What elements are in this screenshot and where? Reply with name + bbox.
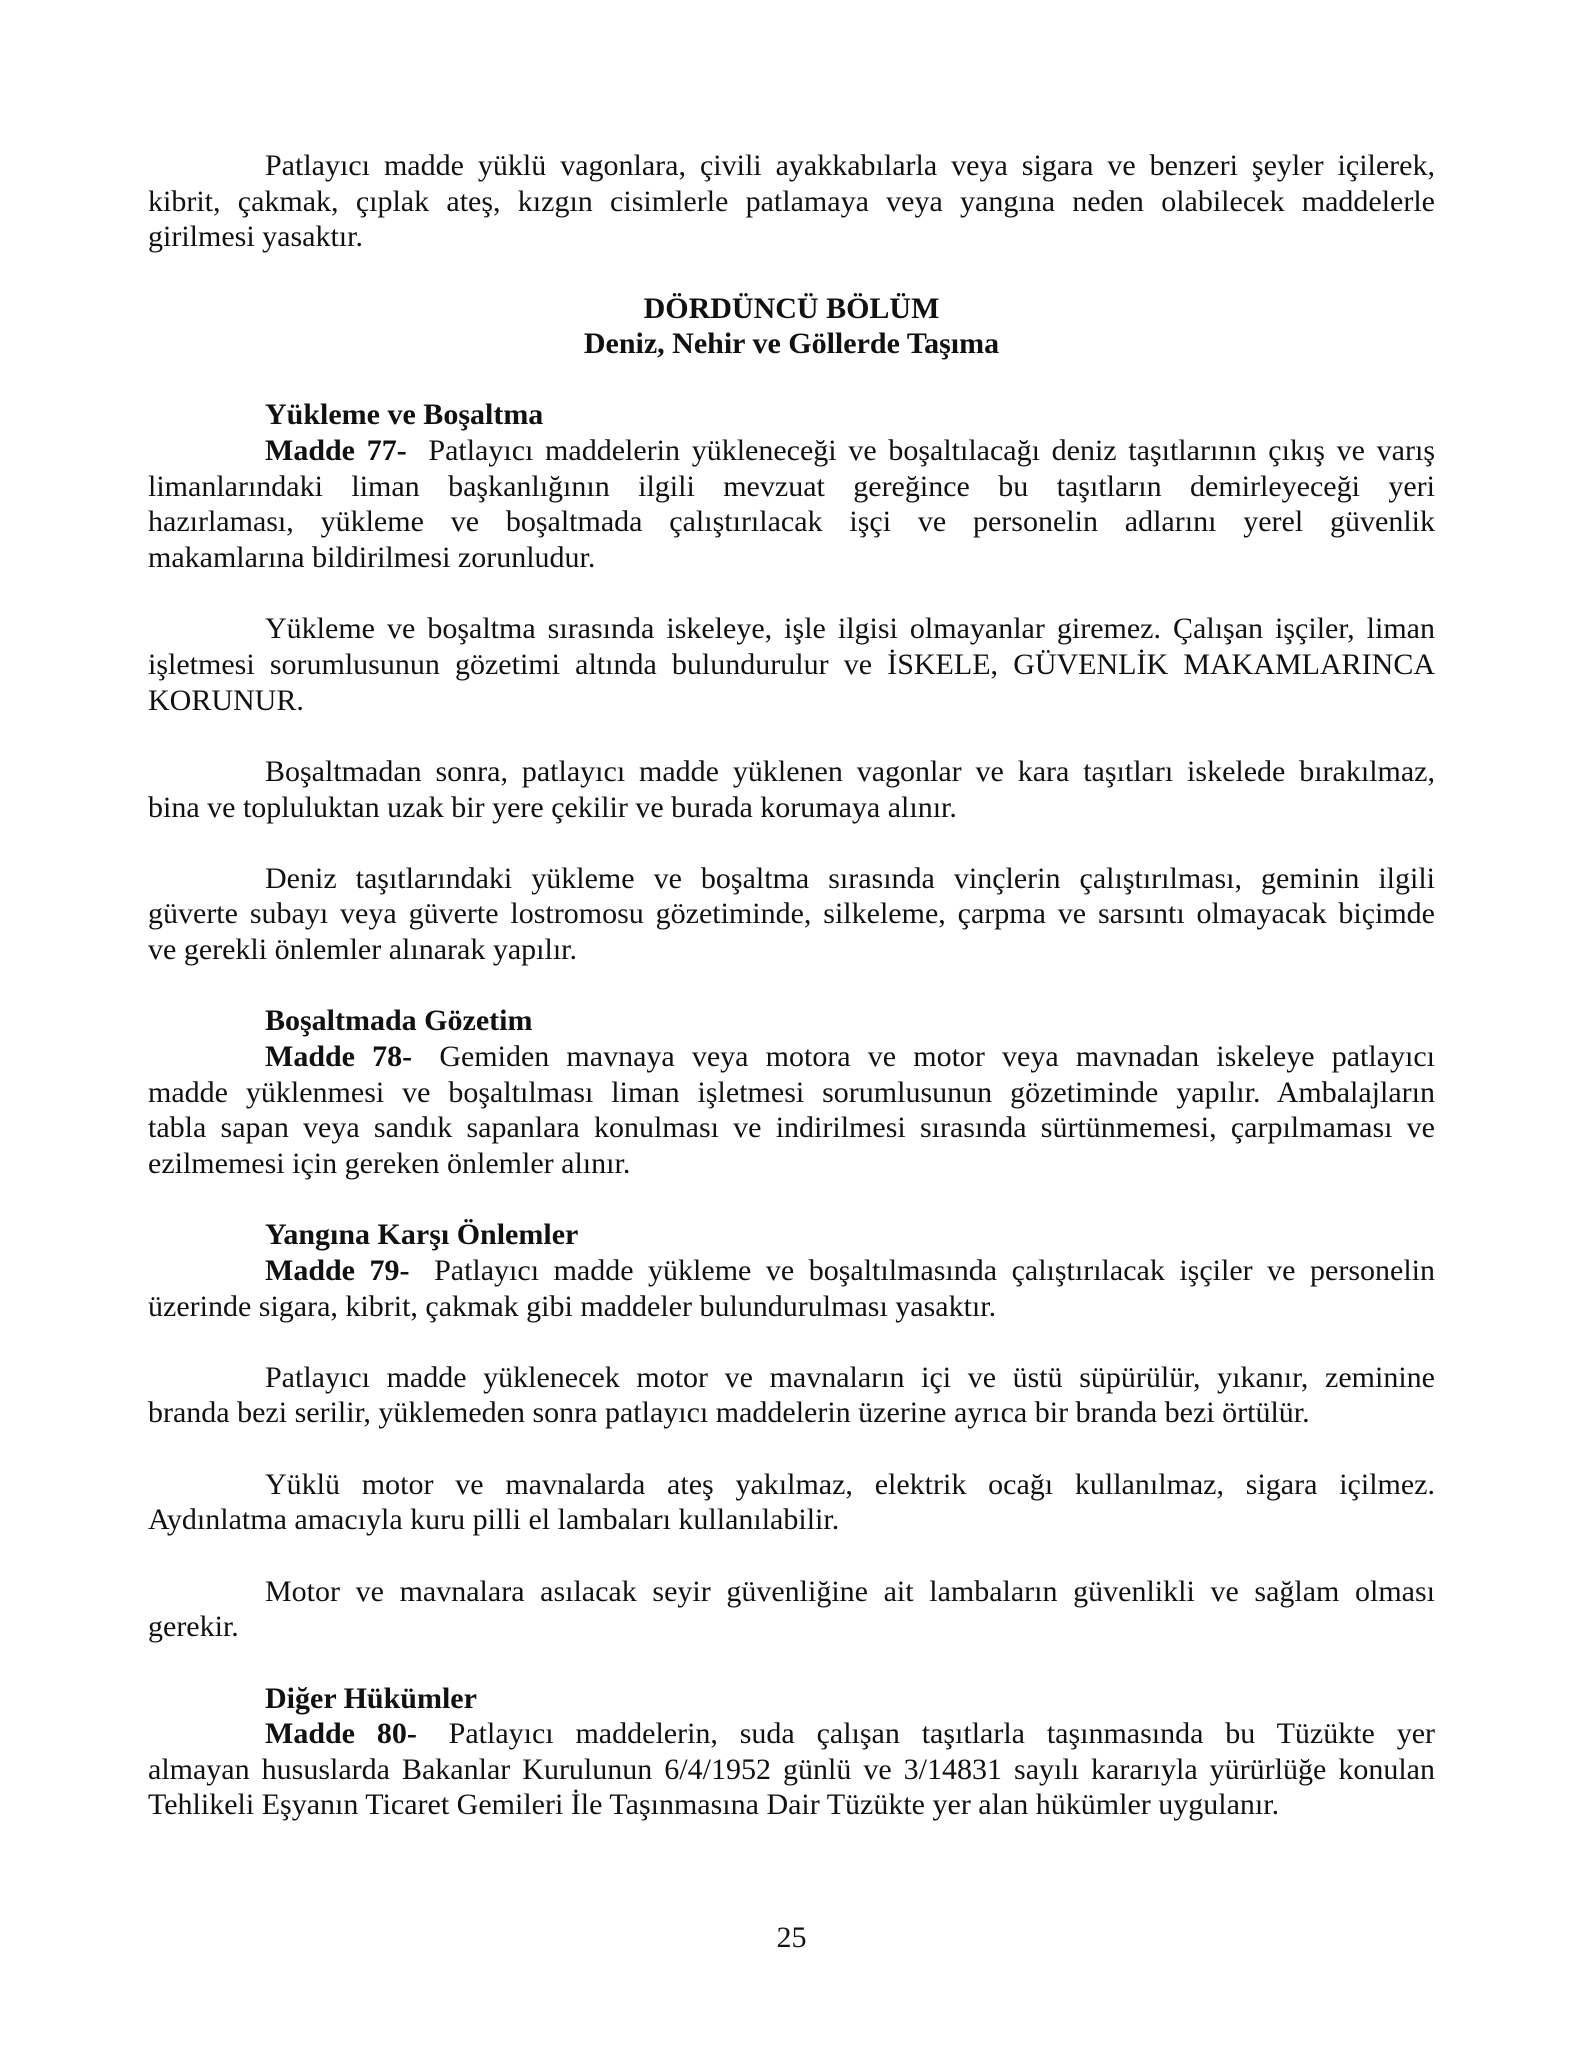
paragraph-line: ve gerekli önlemler alınarak yapılır. — [148, 933, 577, 967]
paragraph-line: gerekir. — [148, 1610, 239, 1644]
paragraph-line: Patlayıcı madde yüklenecek motor ve mavnaların içi ve üstü süpürülür, yıkanır, zeminine — [265, 1360, 1435, 1394]
paragraph-line: Tehlikeli Eşyanın Ticaret Gemileri İle Taşınmasına Dair Tüzükte yer alan hükümler uygulanır. — [148, 1788, 1280, 1822]
paragraph-line: Deniz taşıtlarındaki yükleme ve boşaltma sırasında vinçlerin çalıştırılması, geminin ilgili — [265, 861, 1435, 895]
section-heading: Yükleme ve Boşaltma — [265, 398, 544, 432]
article-label: Madde 78- — [265, 1040, 413, 1074]
paragraph-line: hazırlaması, yükleme ve boşaltmada çalıştırılacak işçi ve personelin adlarını yerel güvenlik — [148, 505, 1435, 539]
paragraph-line: girilmesi yasaktır. — [148, 220, 363, 254]
article-text: Patlayıcı maddelerin yükleneceği ve boşaltılacağı deniz taşıtlarının çıkış ve varış — [428, 434, 1435, 468]
article-label: Madde 77- — [265, 434, 407, 468]
article-text: Patlayıcı madde yükleme ve boşaltılmasında çalıştırılacak işçiler ve personelin — [434, 1253, 1435, 1287]
section-heading: Yangına Karşı Önlemler — [265, 1218, 579, 1252]
page-number: 25 — [776, 1921, 807, 1954]
chapter-title: DÖRDÜNCÜ BÖLÜM — [643, 291, 940, 325]
document-body — [148, 148, 1435, 1823]
article-first-line — [148, 1253, 1435, 1289]
paragraph-line: Motor ve mavnalara asılacak seyir güvenliğine ait lambaların güvenlikli ve sağlam olması — [265, 1574, 1435, 1608]
section-heading: Diğer Hükümler — [265, 1681, 477, 1715]
article-text: Patlayıcı maddelerin, suda çalışan taşıtlarla taşınmasında bu Tüzükte yer — [448, 1717, 1435, 1751]
paragraph-line: işletmesi sorumlusunun gözetimi altında bulundurulur ve İSKELE, GÜVENLİK MAKAMLARINCA — [148, 647, 1435, 681]
paragraph-line: bina ve topluluktan uzak bir yere çekilir ve burada korumaya alınır. — [148, 790, 957, 824]
paragraph-line: Yüklü motor ve mavnalarda ateş yakılmaz, elektrik ocağı kullanılmaz, sigara içilmez. — [265, 1467, 1435, 1501]
article-label: Madde 79- — [265, 1253, 410, 1287]
paragraph-line: almayan hususlarda Bakanlar Kurulunun 6/4/1952 günlü ve 3/14831 sayılı kararıyla yürürlüğe konulan — [148, 1752, 1435, 1786]
paragraph-line: Patlayıcı madde yüklü vagonlara, çivili ayakkabılarla veya sigara ve benzeri şeyler içilerek, — [265, 149, 1435, 182]
article-first-line — [148, 1716, 1435, 1752]
paragraph-line: madde yüklenmesi ve boşaltılması liman işletmesi sorumlusunun gözetiminde yapılır. Ambalajların — [148, 1075, 1435, 1109]
article-first-line — [148, 1039, 1435, 1075]
paragraph-line: güverte subayı veya güverte lostromosu gözetiminde, silkeleme, çarpma ve sarsıntı olmayacak biçimde — [148, 897, 1435, 931]
article-first-line — [148, 433, 1435, 469]
paragraph-line: Yükleme ve boşaltma sırasında iskeleye, işle ilgisi olmayanlar giremez. Çalışan işçiler, liman — [265, 612, 1435, 646]
paragraph-line: makamlarına bildirilmesi zorunludur. — [148, 541, 596, 575]
paragraph-line: ezilmemesi için gereken önlemler alınır. — [148, 1146, 631, 1180]
paragraph-line: üzerinde sigara, kibrit, çakmak gibi maddeler bulundurulması yasaktır. — [148, 1289, 997, 1323]
paragraph-line: tabla sapan veya sandık sapanlara konulması ve indirilmesi sırasında sürtünmemesi, çarpılmaması ve — [148, 1111, 1435, 1145]
paragraph-line: kibrit, çakmak, çıplak ateş, kızgın cisimlerle patlamaya veya yangına neden olabilecek maddelerle — [148, 184, 1435, 218]
section-heading: Boşaltmada Gözetim — [265, 1004, 533, 1038]
article-label: Madde 80- — [265, 1717, 417, 1751]
paragraph-line: Boşaltmadan sonra, patlayıcı madde yüklenen vagonlar ve kara taşıtları iskelede bırakılmaz, — [265, 754, 1435, 788]
article-text: Gemiden mavnaya veya motora ve motor veya mavnadan iskeleye patlayıcı — [439, 1040, 1435, 1074]
paragraph-line: Aydınlatma amacıyla kuru pilli el lambaları kullanılabilir. — [148, 1503, 840, 1537]
paragraph-line: branda bezi serilir, yüklemeden sonra patlayıcı maddelerin üzerine ayrıca bir branda bezi örtülür. — [148, 1396, 1310, 1430]
paragraph-line: limanlarındaki liman başkanlığının ilgili mevzuat gereğince bu taşıtların demirleyeceği yeri — [148, 469, 1435, 503]
chapter-subtitle: Deniz, Nehir ve Göllerde Taşıma — [583, 327, 1000, 361]
paragraph-line: KORUNUR. — [148, 683, 304, 717]
